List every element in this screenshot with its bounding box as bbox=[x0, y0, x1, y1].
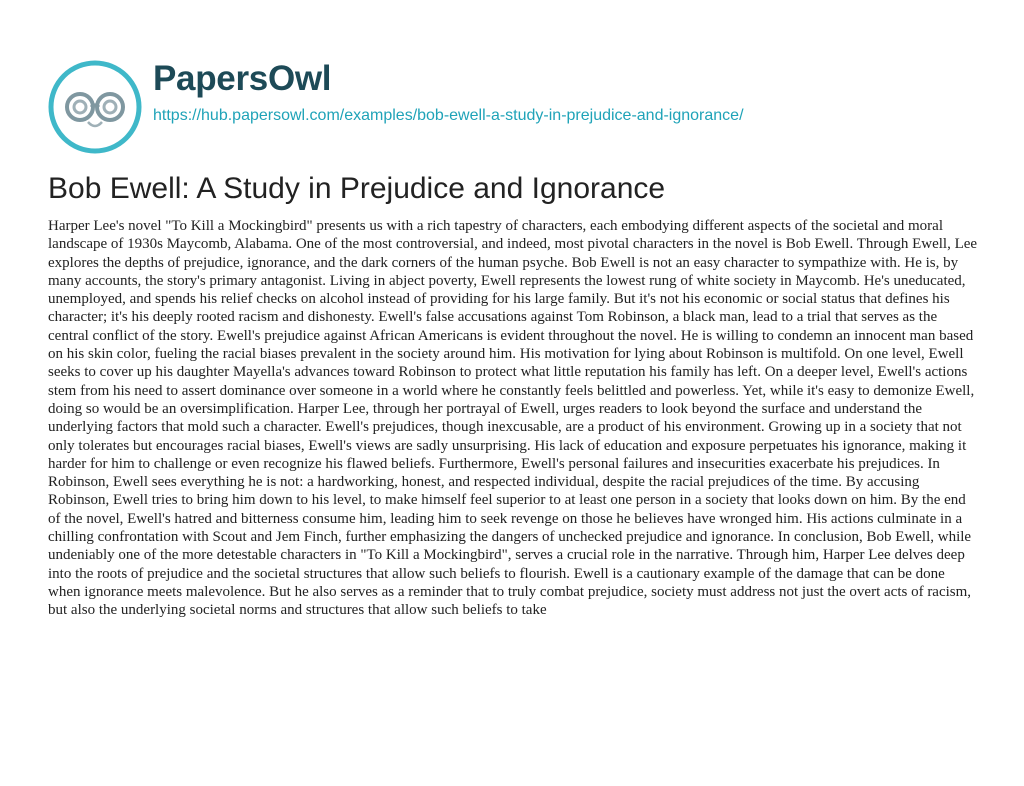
owl-logo-icon bbox=[48, 60, 142, 154]
document-title: Bob Ewell: A Study in Prejudice and Ignorance bbox=[48, 172, 666, 205]
source-url-link[interactable]: https://hub.papersowl.com/examples/bob-ewell-a-study-in-prejudice-and-ignorance/ bbox=[153, 107, 744, 124]
document-body: Harper Lee's novel "To Kill a Mockingbird" presents us with a rich tapestry of characters, each embodying different aspects of the societal and moral landscape of 1930s Maycomb, Alabama. One of the most controversial, and indeed, most pivotal characters in the novel is Bob Ewell. Through Ewell, Lee explores the depths of prejudice, ignorance, and the dark corners of the human psyche. Bob Ewell is not an easy character to sympathize with. He is, by many accounts, the story's primary antagonist. Living in abject poverty, Ewell represents the lowest rung of white society in Maycomb. He's uneducated, unemployed, and spends his relief checks on alcohol instead of providing for his large family. But it's not his economic or social status that defines his character; it's his deeply rooted racism and dishonesty. Ewell's false accusations against Tom Robinson, a black man, lead to a trial that serves as the central conflict of the story. Ewell's prejudice against African Americans is evident throughout the novel. He is willing to condemn an innocent man based on his skin color, fueling the racial biases prevalent in the society around him. His motivation for lying about Robinson is multifold. On one level, Ewell seeks to cover up his daughter Mayella's advances toward Robinson to protect what little reputation his family has left. On a deeper level, Ewell's actions stem from his need to assert dominance over someone in a world where he constantly feels belittled and powerless. Yet, while it's easy to demonize Ewell, doing so would be an oversimplification. Harper Lee, through her portrayal of Ewell, urges readers to look beyond the surface and understand the underlying factors that mold such a character. Ewell's prejudices, though inexcusable, are a product of his environment. Growing up in a society that not only tolerates but encourages racial biases, Ewell's views are sadly unsurprising. His lack of education and exposure perpetuates his ignorance, making it harder for him to challenge or even recognize his flawed beliefs. Furthermore, Ewell's personal failures and insecurities exacerbate his prejudices. In Robinson, Ewell sees everything he is not: a hardworking, honest, and respected individual, despite the racial prejudices of the time. By accusing Robinson, Ewell tries to bring him down to his level, to make himself feel superior to at least one person in a society that looks down on him. By the end of the novel, Ewell's hatred and bitterness consume him, leading him to seek revenge on those he believes have wronged him. His actions culminate in a chilling confrontation with Scout and Jem Finch, further emphasizing the dangers of unchecked prejudice and ignorance. In conclusion, Bob Ewell, while undeniably one of the more detestable characters in "To Kill a Mockingbird", serves a crucial role in the narrative. Through him, Harper Lee delves deep into the roots of prejudice and the societal structures that allow such beliefs to flourish. Ewell is a cautionary example of the damage that can be done when ignorance meets malevolence. But he also serves as a reminder that to truly combat prejudice, society must address not just the overt acts of racism, but also the underlying societal norms and structures that allow such beliefs to take bbox=[48, 218, 978, 619]
page-header bbox=[0, 0, 1024, 160]
brand-name: PapersOwl bbox=[153, 59, 332, 98]
